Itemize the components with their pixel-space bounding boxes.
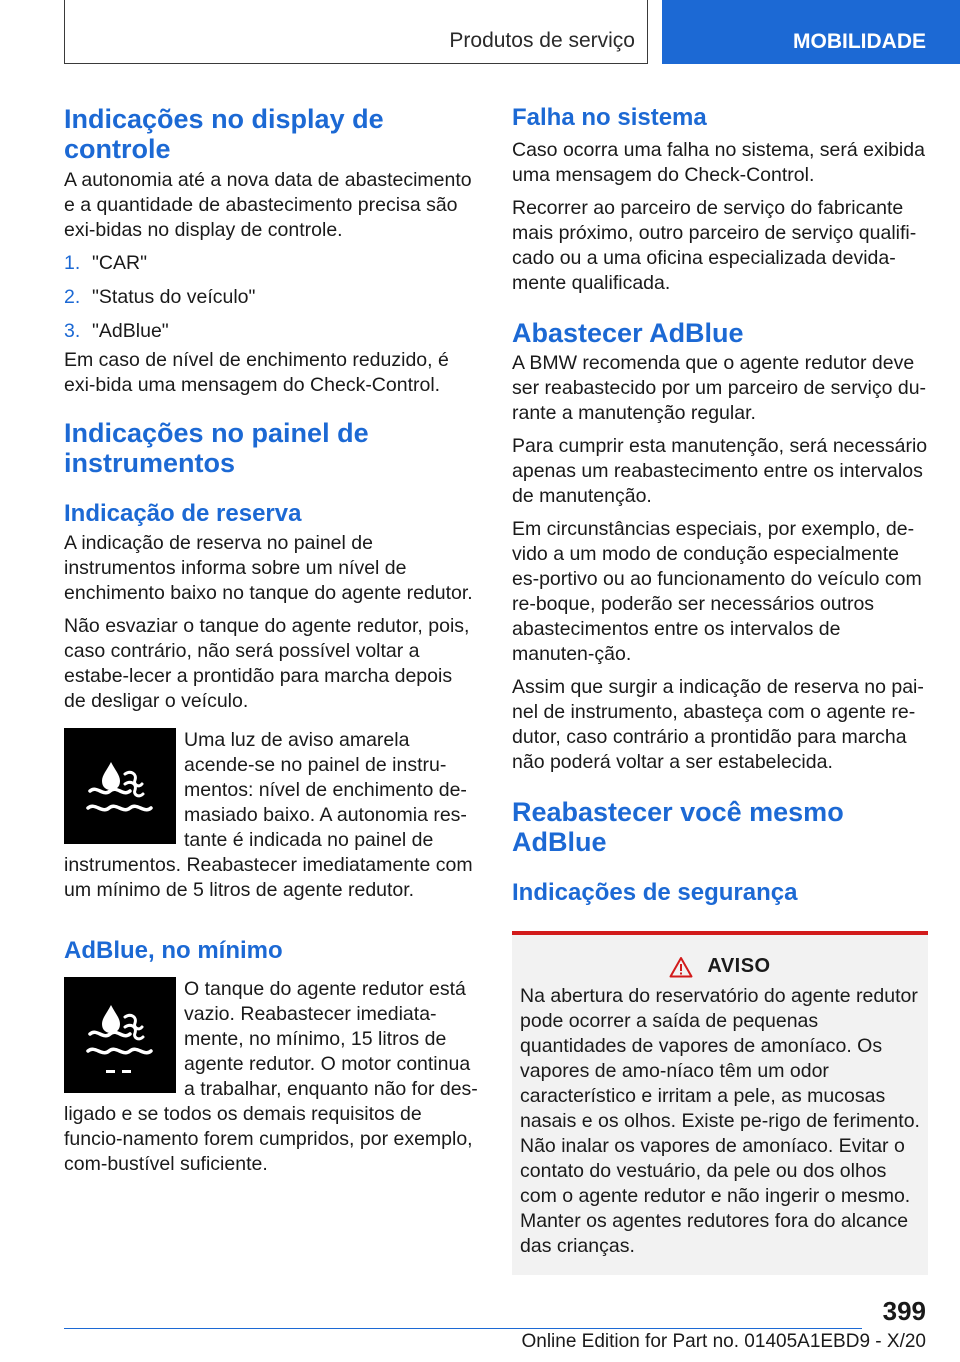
warning-text: Na abertura do reservatório do agente redutor pode ocorrer a saída de pequenas quantidades de vapores de amoníaco. Os vapores de amo-níaco têm um odor característico e irritam a pele, as mucosas nasais e os olhos. Existe pe-rigo de ferimento. Não inalar os vapores de amoníaco. Evitar o contato do vestuário, da pele ou dos olhos com o agente redutor e não ingerir o mesmo. Manter os agentes redutores fora do alcance das crianças. <box>520 985 920 1257</box>
paragraph-display: A autonomia até a nova data de abastecimento e a quantidade de abastecimento precisa são exi-bidas no display de controle. <box>64 169 472 241</box>
paragraph-failure-1: Caso ocorra uma falha no sistema, será exibida uma mensagem do Check-Control. <box>512 139 925 186</box>
list-item <box>64 251 478 276</box>
warning-header <box>520 955 920 978</box>
list-item <box>64 319 478 344</box>
list-number: 1. <box>64 252 81 274</box>
paragraph-refill-3: Em circunstâncias especiais, por exemplo, de-vido a um modo de condução especialmente es-portivo ou ao funcionamento do veículo com re-boque, poderão ser necessários outros abastecimentos entre os intervalos de manuten-ção. <box>512 518 922 665</box>
list-text: "CAR" <box>92 252 148 274</box>
heading-instrument-panel: Indicações no painel de instrumentos <box>64 418 369 478</box>
paragraph-level: Em caso de nível de enchimento reduzido, é exi-bida uma mensagem do Check-Control. <box>64 349 449 396</box>
header-section-box <box>64 0 648 64</box>
paragraph-refill-1: A BMW recomenda que o agente redutor deve ser reabastecido por um parceiro de serviço du-rante a manutenção regular. <box>512 352 927 424</box>
paragraph-minimum: O tanque do agente redutor está vazio. Reabastecer imediata-mente, no mínimo, 15 litros de agente redutor. O motor continua a trabalhar, enquanto não for des-ligado e se todos os demais requisitos de funcio-namento forem cumpridos, por exemplo, com-bustível suficiente. <box>64 978 478 1175</box>
list-text: "Status do veículo" <box>92 286 256 308</box>
minimum-indicator-block <box>64 977 478 1177</box>
paragraph-failure-2: Recorrer ao parceiro de serviço do fabricante mais próximo, outro parceiro de serviço qualifi-cado ou a uma oficina especializada devida-mente qualificada. <box>512 197 917 294</box>
list-number: 2. <box>64 286 81 308</box>
right-column <box>512 102 928 1275</box>
adblue-reserve-icon <box>64 728 176 844</box>
list-number: 3. <box>64 320 81 342</box>
adblue-minimum-icon <box>64 977 176 1093</box>
heading-refill-adblue: Abastecer AdBlue <box>512 318 744 348</box>
warning-title: AVISO <box>707 955 771 977</box>
list-item <box>64 285 478 310</box>
header-section-title: Produtos de serviço <box>449 29 635 52</box>
heading-self-refill: Reabastecer você mesmo AdBlue <box>512 797 844 857</box>
paragraph-reserve-2: Não esvaziar o tanque do agente redutor, pois, caso contrário, não será possível voltar a estabe-lecer a prontidão para marcha depois de desligar o veículo. <box>64 615 470 712</box>
paragraph-reserve-1: A indicação de reserva no painel de instrumentos informa sobre um nível de enchimento baixo no tanque do agente redutor. <box>64 532 473 604</box>
page-number: 399 <box>882 1296 926 1326</box>
left-column <box>64 102 478 1177</box>
header-chapter-tab <box>662 0 960 64</box>
paragraph-refill-4: Assim que surgir a indicação de reserva no pai-nel de instrumento, abasteça com o agente re-dutor, caso contrário a prontidão para marcha não poderá voltar a ser estabelecida. <box>512 676 924 773</box>
paragraph-refill-2: Para cumprir esta manutenção, será necessário apenas um reabastecimento entre os intervalos de manutenção. <box>512 435 928 507</box>
reserve-indicator-block <box>64 728 478 903</box>
footer-divider <box>64 1328 862 1329</box>
header-chapter-title: MOBILIDADE <box>793 30 926 53</box>
warning-triangle-icon <box>669 956 693 978</box>
heading-safety: Indicações de segurança <box>512 879 798 906</box>
heading-display: Indicações no display de controle <box>64 104 384 164</box>
menu-path-list <box>64 251 478 344</box>
heading-minimum: AdBlue, no mínimo <box>64 937 283 964</box>
warning-box <box>512 931 928 1275</box>
heading-reserve: Indicação de reserva <box>64 500 302 527</box>
footer-edition: Online Edition for Part no. 01405A1EBD9 - X/20 <box>521 1331 926 1352</box>
list-text: "AdBlue" <box>92 320 169 342</box>
paragraph-warning-light: Uma luz de aviso amarela acende-se no painel de instru-mentos: nível de enchimento de-masiado baixo. A autonomia res-tante é indicada no painel de instrumentos. Reabastecer imediatamente com um mínimo de 5 litros de agente redutor. <box>64 729 473 901</box>
heading-system-failure: Falha no sistema <box>512 104 707 131</box>
